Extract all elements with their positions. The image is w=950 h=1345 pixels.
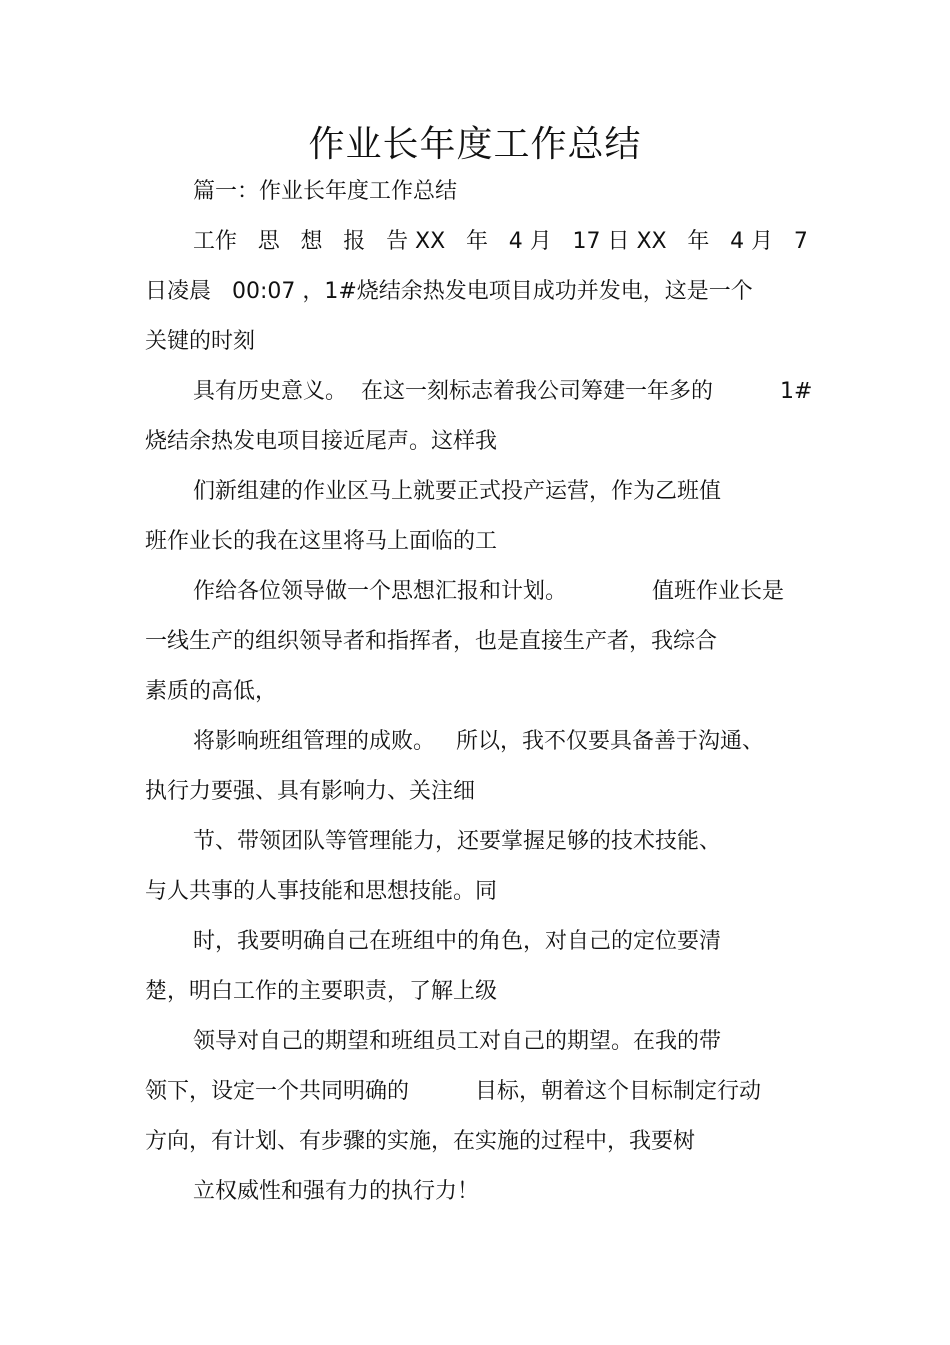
paragraph-line: 方向，有计划、有步骤的实施，在实施的过程中，我要树 — [145, 1129, 696, 1154]
paragraph-line: 一线生产的组织领导者和指挥者，也是直接生产者，我综合 — [145, 629, 718, 654]
paragraph-line: 时，我要明确自己在班组中的角色，对自己的定位要清 — [193, 929, 722, 954]
word: 17 日 XX — [572, 229, 667, 254]
word: 思 — [257, 229, 280, 254]
paragraph-line: 关键的时刻 — [145, 329, 256, 354]
paragraph-line: 领导对自己的期望和班组员工对自己的期望。在我的带 — [193, 1029, 722, 1054]
paragraph-line: 与人共事的人事技能和思想技能。同 — [145, 879, 498, 904]
paragraph-line: 班作业长的我在这里将马上面临的工 — [145, 529, 498, 554]
paragraph-line: 日凌晨 00:07 ，1#烧结余热发电项目成功并发电，这是一个 — [145, 279, 753, 304]
paragraph-line: 领下，设定一个共同明确的 — [145, 1079, 410, 1104]
paragraph-line: 作给各位领导做一个思想汇报和计划。 — [193, 579, 568, 604]
paragraph-line-fragment: 值班作业长是 — [652, 579, 785, 604]
word: 报 — [343, 229, 366, 254]
paragraph-line: 执行力要强、具有影响力、关注细 — [145, 779, 476, 804]
paragraph-line-fragment: 目标，朝着这个目标制定行动 — [475, 1079, 762, 1104]
word: 4 月 — [508, 229, 552, 254]
word: 7 — [793, 229, 808, 254]
word: 4 月 — [730, 229, 774, 254]
section-heading: 篇一：作业长年度工作总结 — [193, 179, 458, 204]
word: 告 XX — [386, 229, 446, 254]
paragraph-line: 具有历史意义。 在这一刻标志着我公司筹建一年多的 — [193, 379, 713, 404]
paragraph-line: 将影响班组管理的成败。 所以，我不仅要具备善于沟通、 — [193, 729, 764, 754]
word: 年 — [687, 229, 710, 254]
paragraph-line: 素质的高低， — [145, 679, 278, 704]
paragraph-line-justified — [193, 227, 808, 257]
paragraph-line: 们新组建的作业区马上就要正式投产运营，作为乙班值 — [193, 479, 722, 504]
paragraph-line: 立权威性和强有力的执行力！ — [193, 1179, 480, 1204]
paragraph-line: 楚，明白工作的主要职责，了解上级 — [145, 979, 498, 1004]
paragraph-line: 节、带领团队等管理能力，还要掌握足够的技术技能、 — [193, 829, 722, 854]
paragraph-line: 烧结余热发电项目接近尾声。这样我 — [145, 429, 498, 454]
word: 年 — [465, 229, 488, 254]
word: 工作 — [193, 229, 238, 254]
paragraph-line-fragment: 1# — [780, 379, 813, 404]
word: 想 — [300, 229, 323, 254]
document-title: 作业长年度工作总结 — [308, 124, 642, 165]
